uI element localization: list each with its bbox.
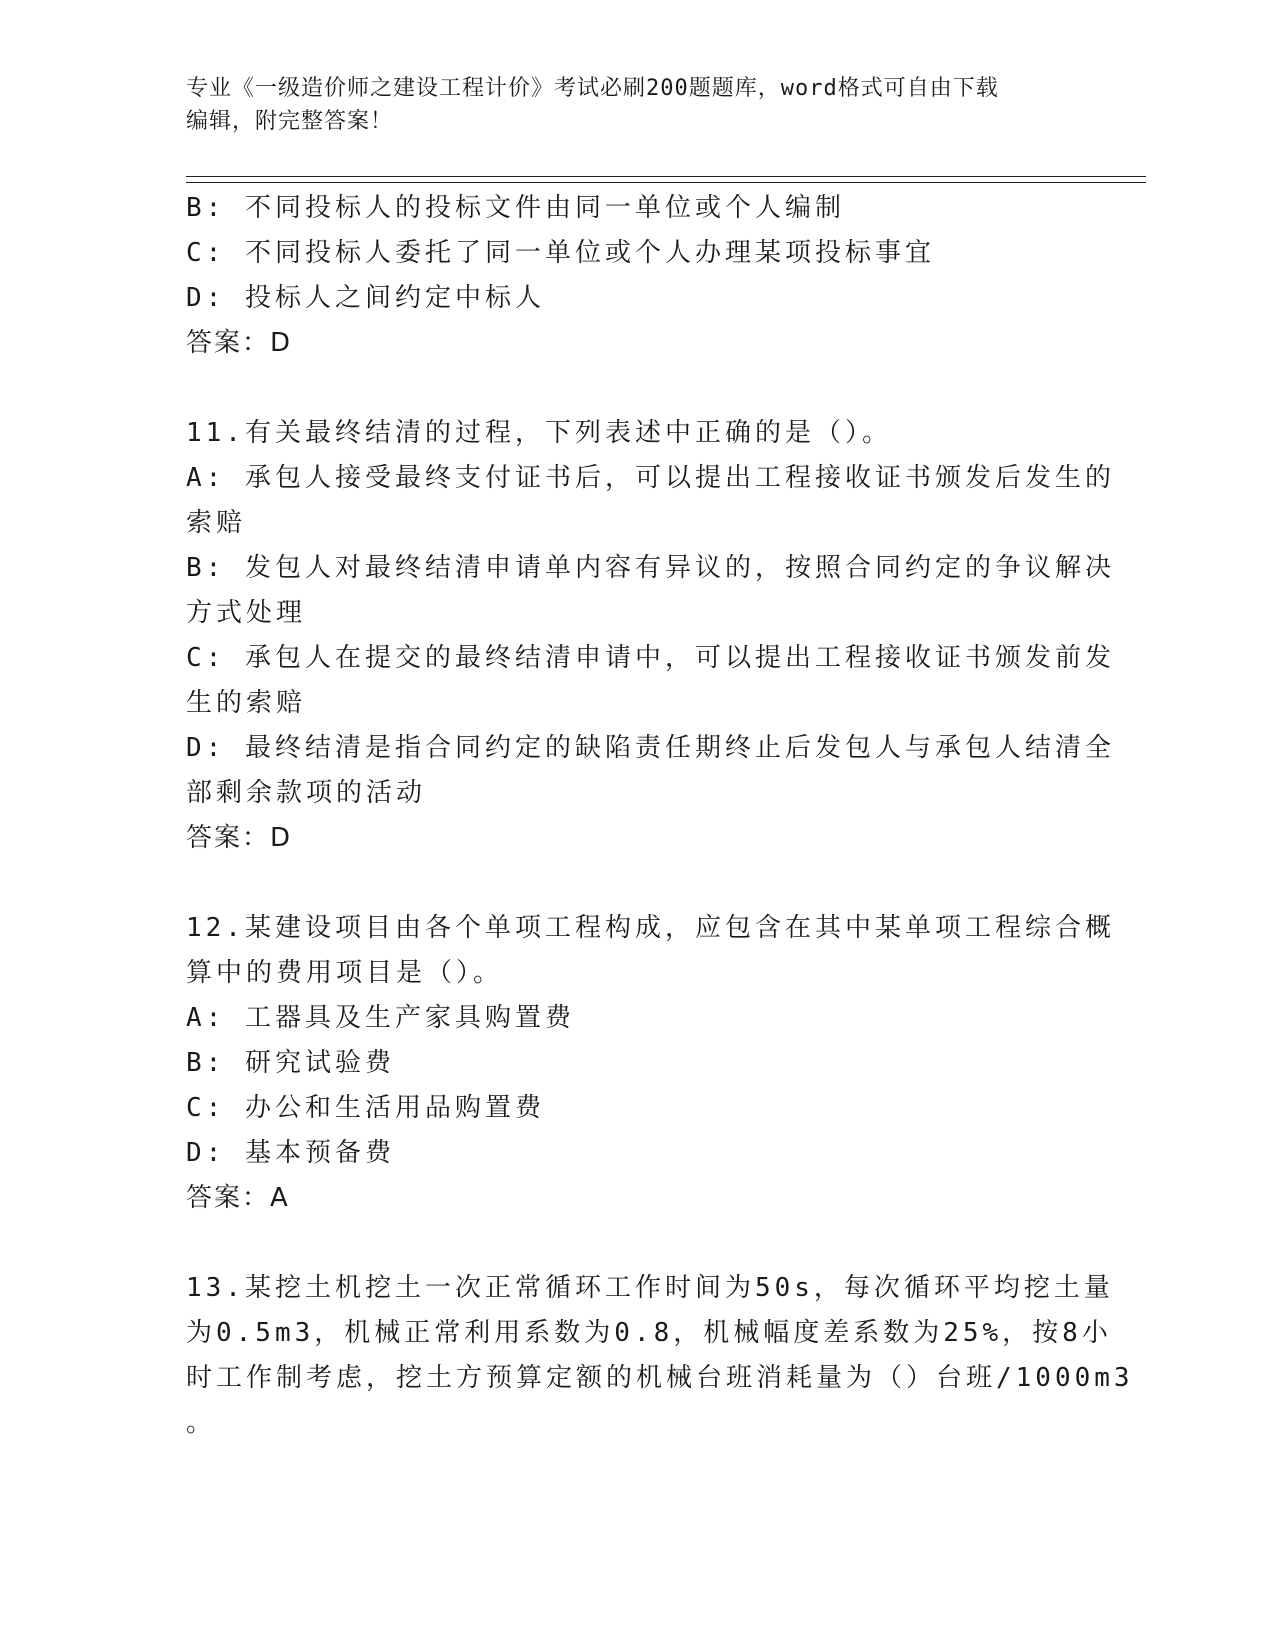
q11-answer: 答案：D xyxy=(186,823,293,853)
spacer xyxy=(186,366,1076,411)
q12-option-b: B: 研究试验费 xyxy=(186,1048,395,1078)
q11-option-a-line1: A: 承包人接受最终支付证书后，可以提出工程接收证书颁发后发生的 xyxy=(186,463,1115,493)
question-10-tail xyxy=(186,186,1076,366)
q13-stem-line1: 13.某挖土机挖土一次正常循环工作时间为50s，每次循环平均挖土量 xyxy=(186,1273,1114,1303)
q12-option-a: A: 工器具及生产家具购置费 xyxy=(186,1003,575,1033)
question-13 xyxy=(186,1266,1134,1446)
header-line-1: 专业《一级造价师之建设工程计价》考试必刷200题题库，word格式可自由下载 xyxy=(186,76,999,101)
q10-option-d: D: 投标人之间约定中标人 xyxy=(186,283,545,313)
header-divider-bottom xyxy=(186,182,1146,183)
q13-stem-line2: 为0.5m3，机械正常利用系数为0.8，机械幅度差系数为25%，按8小 xyxy=(186,1318,1112,1348)
spacer xyxy=(186,1221,1076,1266)
q11-option-c-line2: 生的索赔 xyxy=(186,688,307,718)
q12-stem-line1: 12.某建设项目由各个单项工程构成，应包含在其中某单项工程综合概 xyxy=(186,913,1115,943)
q11-option-c-line1: C: 承包人在提交的最终结清申请中，可以提出工程接收证书颁发前发 xyxy=(186,643,1115,673)
q13-stem-line4: 。 xyxy=(186,1408,217,1438)
q12-option-c: C: 办公和生活用品购置费 xyxy=(186,1093,545,1123)
spacer xyxy=(186,861,1076,906)
question-12 xyxy=(186,906,1115,1221)
q11-option-d-line1: D: 最终结清是指合同约定的缺陷责任期终止后发包人与承包人结清全 xyxy=(186,733,1115,763)
q11-option-b-line2: 方式处理 xyxy=(186,598,307,628)
q11-option-b-line1: B: 发包人对最终结清申请单内容有异议的，按照合同约定的争议解决 xyxy=(186,553,1115,583)
page-header xyxy=(186,72,1066,138)
q12-option-d: D: 基本预备费 xyxy=(186,1138,395,1168)
q11-stem: 11.有关最终结清的过程，下列表述中正确的是（）。 xyxy=(186,418,892,448)
header-line-2: 编辑，附完整答案！ xyxy=(186,109,394,134)
q10-option-b: B: 不同投标人的投标文件由同一单位或个人编制 xyxy=(186,193,845,223)
q12-stem-line2: 算中的费用项目是（）。 xyxy=(186,958,504,988)
q11-option-d-line2: 部剩余款项的活动 xyxy=(186,778,427,808)
q12-answer: 答案：A xyxy=(186,1183,290,1213)
header-divider-top xyxy=(186,176,1146,177)
q10-answer: 答案：D xyxy=(186,328,293,358)
q13-stem-line3: 时工作制考虑，挖土方预算定额的机械台班消耗量为（）台班/1000m3 xyxy=(186,1363,1134,1393)
question-list xyxy=(186,186,1134,1446)
question-11 xyxy=(186,411,1115,861)
q11-option-a-line2: 索赔 xyxy=(186,508,247,538)
q10-option-c: C: 不同投标人委托了同一单位或个人办理某项投标事宜 xyxy=(186,238,935,268)
